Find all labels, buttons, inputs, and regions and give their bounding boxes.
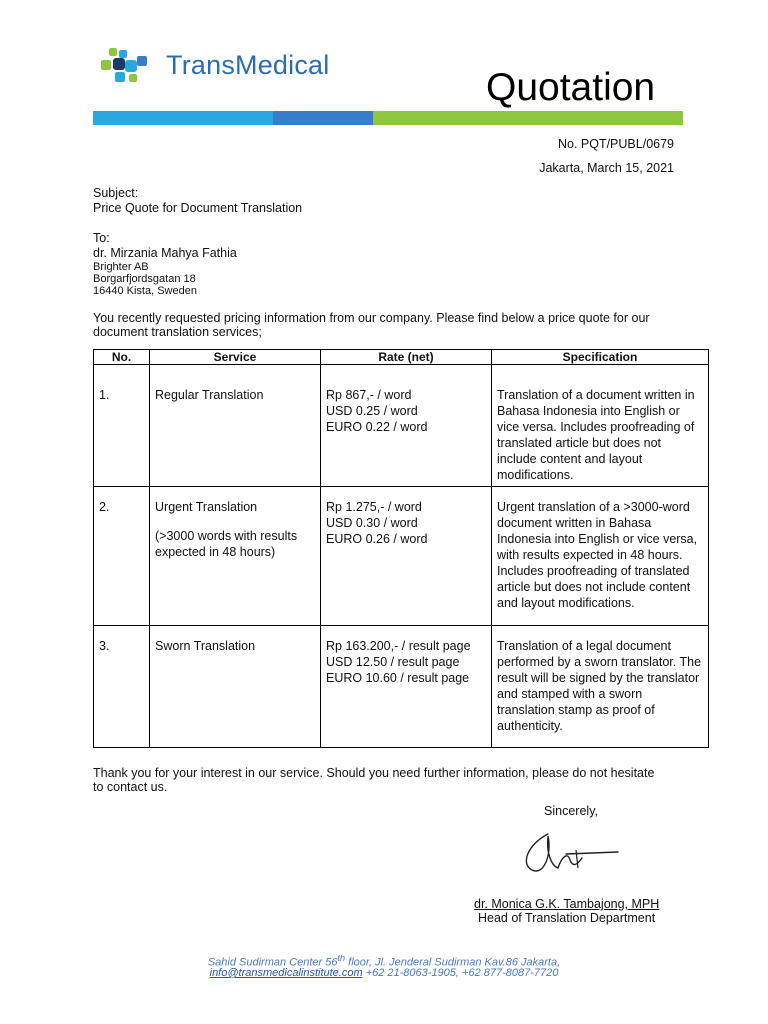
header-rate: Rate (net) [321,350,492,365]
row-no: 1. [94,365,150,487]
row-rate-idr: Rp 867,- / word [326,388,412,402]
table-row [94,487,709,626]
header-color-band [93,111,683,125]
band-segment-green [373,111,683,125]
row-rate-usd: USD 0.30 / word [326,516,418,530]
document-title: Quotation [486,66,656,109]
row-service-cell [150,626,321,748]
band-segment-cyan [93,111,273,125]
reference-date: Jakarta, March 15, 2021 [539,161,674,175]
row-no: 3. [94,626,150,748]
closing-line-1: Thank you for your interest in our service. Should you need further information, please do not hesitate [93,766,655,780]
recipient-city: 16440 Kista, Sweden [93,285,197,297]
row-service: Sworn Translation [155,639,256,653]
row-specification: Urgent translation of a >3000-word document written in Bahasa Indonesia into English or vice versa, with results expected in 48 hours. Includes proofreading of translated article but does not include content and layout modifications. [492,487,709,626]
transmedical-logo-icon [99,46,159,86]
closing-line-2: to contact us. [93,780,168,794]
reference-number: No. PQT/PUBL/0679 [557,137,674,151]
row-specification: Translation of a document written in Bahasa Indonesia into English or vice versa. Includes proofreading of translated article but does not include content and layout modifications. [492,365,709,487]
header-specification: Specification [492,350,709,365]
intro-line-1: You recently requested pricing information from our company. Please find below a price quote for our [93,311,650,325]
band-segment-blue [273,111,373,125]
table-row [94,365,709,487]
footer-phones: +62 21-8063-1905, +62 877-8087-7720 [362,967,559,979]
footer-address-part2: floor, Jl. Jenderal Sudirman Kav.86 Jakarta, [345,956,561,969]
row-rate-eur: EURO 0.26 / word [326,532,428,546]
recipient-company: Brighter AB [93,261,149,273]
row-rate-cell [321,365,492,487]
footer-contact [0,967,768,979]
row-service-cell [150,365,321,487]
row-rate-usd: USD 12.50 / result page [326,655,460,669]
row-rate-cell [321,487,492,626]
signatory-title: Head of Translation Department [478,911,656,925]
row-rate-eur: EURO 10.60 / result page [326,671,470,685]
footer-address-sup: th [337,953,346,963]
footer-email-link[interactable]: info@transmedicalinstitute.com [209,967,363,979]
row-service: Regular Translation [155,388,264,402]
company-logo-text: TransMedical [166,50,330,80]
footer-address-part1: Sahid Sudirman Center 56 [207,956,338,969]
table-row [94,626,709,748]
row-service-cell [150,487,321,626]
row-service-note: (>3000 words with results expected in 48 hours) [155,529,298,559]
row-rate-idr: Rp 1.275,- / word [326,500,422,514]
row-rate-cell [321,626,492,748]
header-no: No. [94,350,150,365]
recipient-street: Borgarfjordsgatan 18 [93,273,196,285]
recipient-name: dr. Mirzania Mahya Fathia [93,246,237,260]
row-service: Urgent Translation [155,500,258,514]
handwritten-signature [518,824,628,884]
row-rate-eur: EURO 0.22 / word [326,420,428,434]
row-specification: Translation of a legal document performed by a sworn translator. The result will be signed by the translator and stamped with a sworn translation stamp as proof of authenticity. [492,626,709,748]
subject-text: Price Quote for Document Translation [93,201,303,215]
quote-table [93,349,709,748]
subject-label: Subject: [93,186,139,200]
sincerely-text: Sincerely, [544,804,598,818]
row-no: 2. [94,487,150,626]
header-service: Service [150,350,321,365]
intro-line-2: document translation services; [93,325,262,339]
row-rate-usd: USD 0.25 / word [326,404,418,418]
signatory-name: dr. Monica G.K. Tambajong, MPH [474,897,660,911]
recipient-label: To: [93,231,110,245]
row-rate-idr: Rp 163.200,- / result page [326,639,471,653]
table-header-row [94,350,709,365]
